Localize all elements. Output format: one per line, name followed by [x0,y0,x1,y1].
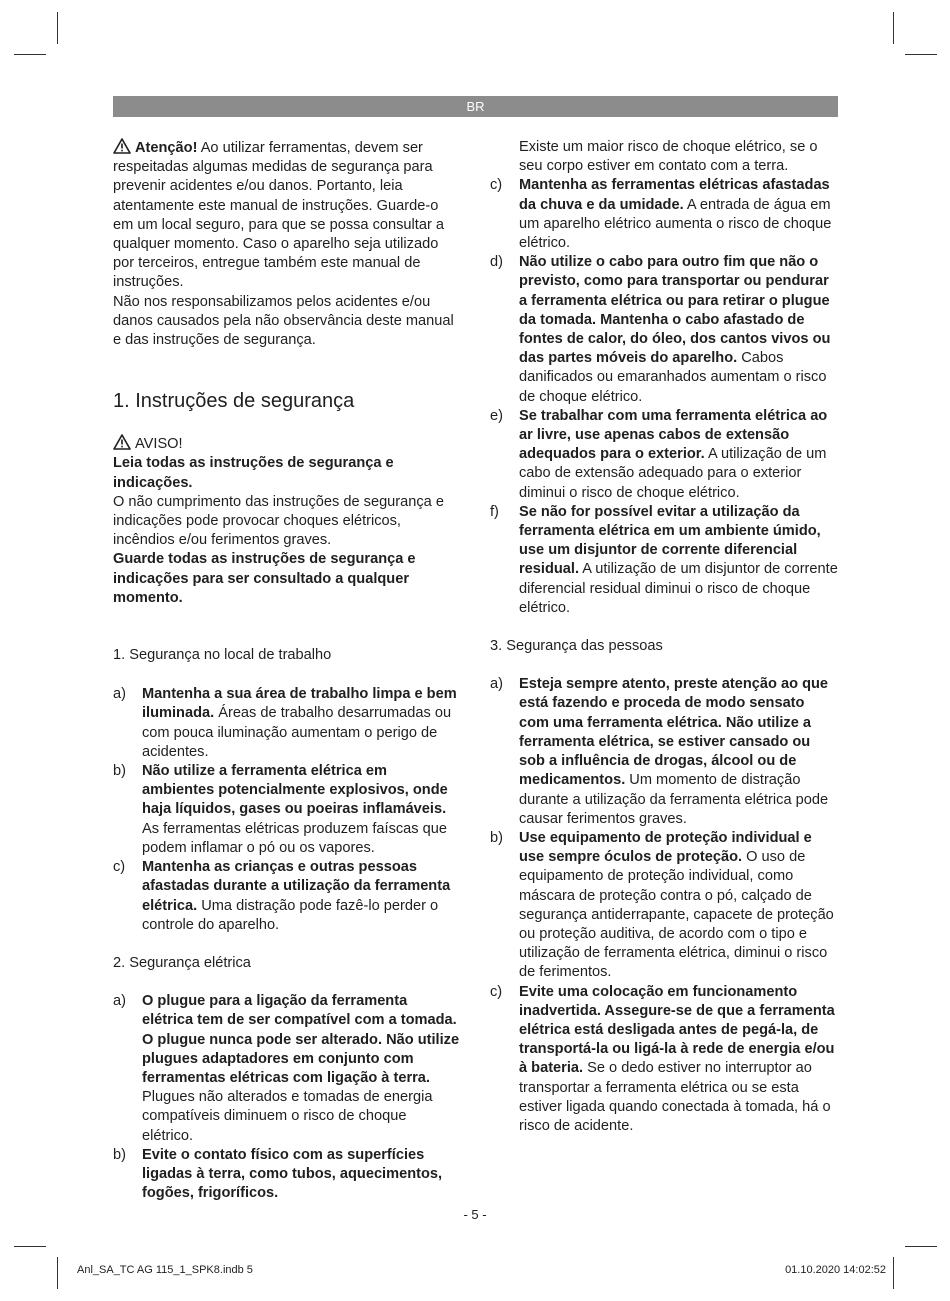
warning-icon [113,434,131,450]
header-bar [113,96,838,117]
intro-disclaimer: Não nos responsabilizamos pelos acidentes e/ou danos causados pela não observância deste manual e das instruções de segurança. [113,293,454,349]
section-title: 1. Instruções de segurança [113,390,355,413]
item-label: a) [113,686,126,703]
crop-mark [905,1246,937,1247]
footer-file: Anl_SA_TC AG 115_1_SPK8.indb 5 [77,1264,253,1276]
item-label: a) [490,676,503,693]
item-label: a) [113,993,126,1010]
crop-mark [893,1257,894,1289]
workplace-list [113,685,461,935]
list-item-continued [490,138,838,176]
item-label: b) [113,763,126,780]
list-item [490,503,838,618]
crop-mark [893,12,894,44]
warning-heading [113,434,461,454]
right-column [490,138,838,1136]
page-number: - 5 - [463,1207,487,1222]
item-label: b) [113,1146,126,1163]
list-item [113,992,461,1146]
non-compliance-text: O não cumprimento das instruções de segurança e indicações pode provocar choques elétricos, incêndios e/ou ferimentos graves. [113,493,444,549]
footer-date: 01.10.2020 14:02:52 [785,1264,886,1276]
crop-mark [57,12,58,44]
warning-label: AVISO! [135,436,183,453]
list-item [113,1146,461,1204]
list-item [490,407,838,503]
read-all-instructions: Leia todas as instruções de segurança e indicações. [113,455,394,491]
list-item [113,685,461,762]
list-item [113,762,461,858]
list-item [490,829,838,983]
workplace-title: 1. Segurança no local de trabalho [113,647,332,664]
left-column [113,138,461,1203]
item-text: Mantenha as crianças e outras pessoas afastadas durante a utilização da ferramenta elétrica. Uma distração pode fazê-lo perder o controle do aparelho. [142,859,451,933]
list-item [490,983,838,1137]
warning-icon [113,138,131,154]
item-text [142,1146,461,1204]
electrical-title: 2. Segurança elétrica [113,954,251,971]
item-label: d) [490,254,503,271]
header-label: BR [466,99,485,114]
persons-title: 3. Segurança das pessoas [490,638,663,655]
item-label: c) [490,983,503,1000]
crop-mark [905,54,937,55]
item-text: Use equipamento de proteção individual e use sempre óculos de proteção. O uso de equipamento de proteção individual, como máscara de proteção contra o pó, calçado de segurança antiderrapante, capacete de proteção ou proteção auditiva, de acordo com o tipo e utilização de ferramenta elétrica, diminui o risco de ferimentos. [519,829,834,981]
keep-instructions: Guarde todas as instruções de segurança e indicações para ser consultado a qualquer momento. [113,551,416,606]
item-text: Não utilize o cabo para outro fim que não o previsto, como para transportar ou pendurar a ferramenta elétrica ou para retirar o plugue da tomada. Mantenha o cabo afastado de fontes de calor, do óleo, dos cantos vivos ou das partes móveis do aparelho. Cabos danificados ou emaranhados aumentam o risco de choque elétrico. [519,254,831,405]
item-text: Esteja sempre atento, preste atenção ao que está fazendo e proceda de modo sensato com uma ferramenta elétrica. Não utilize a ferramenta elétrica, se estiver cansado ou sob a influência de drogas, álcool ou de medicamentos. Um momento de distração durante a utilização da ferramenta elétrica pode causar ferimentos graves. [519,676,829,827]
item-text: O plugue para a ligação da ferramenta elétrica tem de ser compatível com a tomada. O plugue nunca pode ser alterado. Não utilize plugues adaptadores em conjunto com ferramentas elétricas com ligação à terra. Plugues não alterados e tomadas de energia compatíveis diminuem o risco de choque elétrico. [142,993,460,1144]
item-label: c) [490,177,503,194]
item-text: Se trabalhar com uma ferramenta elétrica ao ar livre, use apenas cabos de extensão adequados para o exterior. A utilização de um cabo de extensão adequado para o exterior diminui o risco de choque elétrico. [519,407,828,501]
item-label: b) [490,829,503,846]
item-text: Mantenha a sua área de trabalho limpa e bem iluminada. Áreas de trabalho desarrumadas ou com pouca iluminação aumentam o perigo de acidentes. [142,686,457,760]
list-item [490,675,838,829]
list-item [490,253,838,407]
item-text: Se não for possível evitar a utilização da ferramenta elétrica em um ambiente úmido, use um disjuntor de corrente diferencial residual. A utilização de um disjuntor de corrente diferencial residual diminui o risco de choque elétrico. [519,503,838,616]
item-text: Não utilize a ferramenta elétrica em ambientes potencialmente explosivos, onde haja líquidos, gases ou poeiras inflamáveis. As ferramentas elétricas produzem faíscas que podem inflamar o pó ou os vapores. [142,763,448,856]
attention-text: Ao utilizar ferramentas, devem ser respeitadas algumas medidas de segurança para prevenir acidentes e/ou danos. Portanto, leia atentamente este manual de instruções. Guarde-o em um local seguro, para que se possa consultar a qualquer momento. Caso o aparelho seja utilizado por terceiros, entregue também este manual de instruções. [113,140,444,291]
crop-mark [14,1246,46,1247]
item-text: Mantenha as ferramentas elétricas afastadas da chuva e da umidade. A entrada de água em um aparelho elétrico aumenta o risco de choque elétrico. [519,177,832,252]
item-b-continuation: Existe um maior risco de choque elétrico, se o seu corpo estiver em contato com a terra. [519,139,818,175]
item-label: e) [490,407,503,424]
intro-attention [113,138,461,293]
item-label: c) [113,859,126,876]
list-item [490,176,838,253]
list-item [113,858,461,935]
attention-label: Atenção! [135,140,198,156]
crop-mark [14,54,46,55]
item-b-bold: Evite o contato físico com as superfícies ligadas à terra, como tubos, aquecimentos, fogões, frigoríficos. [142,1146,443,1202]
item-text: Evite uma colocação em funcionamento inadvertida. Assegure-se de que a ferramenta elétrica está desligada antes de pegá-la, de transportá-la ou ligá-la à rede de energia e/ou à bateria. Se o dedo estiver no interruptor ao transportar a ferramenta elétrica ou se esta estiver ligada quando conectada à tomada, há o risco de acidente. [519,983,835,1134]
crop-mark [57,1257,58,1289]
electrical-list [113,992,461,1203]
persons-list [490,675,838,1136]
item-label: f) [490,503,499,520]
